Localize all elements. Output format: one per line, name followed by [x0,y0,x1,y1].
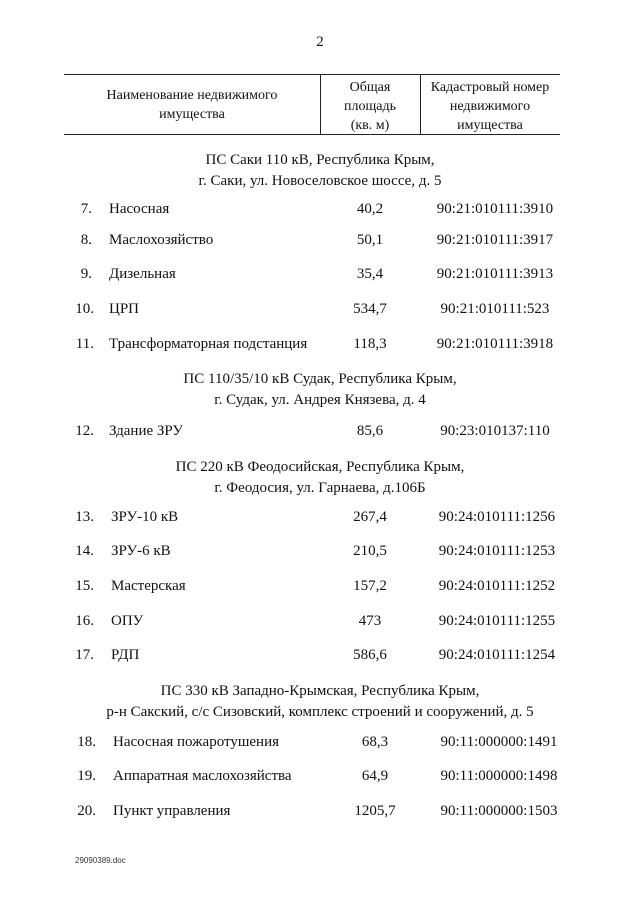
row-area: 118,3 [353,336,387,352]
row-area: 40,2 [356,201,384,217]
section-heading [80,681,560,723]
row-cadastral: 90:24:010111:1253 [438,543,556,559]
row-number: 13. [75,509,94,525]
row-name: РДП [111,647,140,663]
row-area: 157,2 [353,578,387,594]
row-area: 35,4 [356,266,384,282]
row-number: 18. [77,734,96,750]
table-row [0,336,640,356]
row-number: 10. [75,301,94,317]
row-cadastral: 90:21:010111:3913 [436,266,554,282]
header-name-line2: имущества [159,107,225,122]
row-name: Пункт управления [113,803,231,819]
row-number: 11. [75,336,94,352]
row-number: 20. [77,803,96,819]
section-heading-line1: ПС Саки 110 кВ, Республика Крым, [205,152,435,168]
row-area: 85,6 [356,423,384,439]
row-number: 16. [75,613,94,629]
table-row [0,301,640,321]
row-number: 8. [80,232,92,248]
row-name: Насосная пожаротушения [113,734,280,750]
row-name: Здание ЗРУ [109,423,183,439]
row-name: ЗРУ-6 кВ [111,543,171,559]
row-name: Насосная [109,201,170,217]
table-row [0,509,640,529]
row-area: 473 [358,613,382,629]
row-area: 68,3 [361,734,389,750]
header-area-line3: (кв. м) [350,118,390,133]
row-number: 19. [77,768,96,784]
row-cadastral: 90:11:000000:1503 [440,803,558,819]
row-area: 534,7 [353,301,387,317]
row-cadastral: 90:11:000000:1498 [440,768,558,784]
table-row [0,768,640,788]
header-cadastral-column [420,78,560,135]
row-area: 267,4 [353,509,387,525]
table-row [0,734,640,754]
row-cadastral: 90:21:010111:3918 [436,336,554,352]
row-number: 9. [80,266,92,282]
section-heading-line2: г. Судак, ул. Андрея Князева, д. 4 [214,392,426,408]
row-cadastral: 90:24:010111:1256 [438,509,556,525]
row-area: 1205,7 [354,803,396,819]
header-cadastral-line2: недвижимого [449,99,531,114]
section-heading [80,150,560,192]
row-area: 64,9 [361,768,389,784]
row-number: 7. [80,201,92,217]
section-heading-line2: г. Феодосия, ул. Гарнаева, д.106Б [214,480,426,496]
row-cadastral: 90:11:000000:1491 [440,734,558,750]
header-area-column [320,78,420,135]
row-area: 210,5 [353,543,387,559]
row-number: 15. [75,578,94,594]
table-row [0,613,640,633]
row-cadastral: 90:24:010111:1255 [438,613,556,629]
section-heading-line1: ПС 110/35/10 кВ Судак, Республика Крым, [183,371,457,387]
row-area: 586,6 [353,647,387,663]
header-cadastral-line1: Кадастровый номер [430,80,550,95]
table-row [0,201,640,221]
section-heading [80,457,560,499]
row-name: Дизельная [109,266,176,282]
header-area-line2: площадь [344,99,396,114]
section-heading [80,369,560,411]
table-row [0,647,640,667]
table-row [0,266,640,286]
row-name: Аппаратная маслохозяйства [113,768,292,784]
row-area: 50,1 [356,232,384,248]
table-row [0,578,640,598]
row-name: ЦРП [109,301,140,317]
section-heading-line1: ПС 330 кВ Западно-Крымская, Республика Крым, [160,683,480,699]
section-heading-line2: г. Саки, ул. Новоселовское шоссе, д. 5 [198,173,442,189]
row-number: 17. [75,647,94,663]
table-row [0,543,640,563]
header-area-line1: Общая [349,80,391,95]
row-cadastral: 90:23:010137:110 [440,423,550,439]
header-name-line1: Наименование недвижимого [106,88,278,103]
row-cadastral: 90:24:010111:1252 [438,578,556,594]
section-heading-line1: ПС 220 кВ Феодосийская, Республика Крым, [175,459,465,475]
row-name: Трансформаторная подстанция [109,336,308,352]
row-name: Маслохозяйство [109,232,214,248]
row-cadastral: 90:21:010111:523 [440,301,550,317]
row-name: Мастерская [111,578,186,594]
page-number: 2 [316,34,324,50]
row-number: 12. [75,423,94,439]
table-row [0,232,640,252]
section-heading-line2: р-н Сакский, с/с Сизовский, комплекс строений и сооружений, д. 5 [106,704,534,720]
row-cadastral: 90:24:010111:1254 [438,647,556,663]
row-cadastral: 90:21:010111:3917 [436,232,554,248]
row-number: 14. [75,543,94,559]
header-name-column [64,86,320,124]
table-row [0,803,640,823]
header-top-rule [64,74,560,75]
row-name: ЗРУ-10 кВ [111,509,179,525]
row-cadastral: 90:21:010111:3910 [436,201,554,217]
row-name: ОПУ [111,613,144,629]
table-row [0,423,640,443]
header-cadastral-line3: имущества [457,118,523,133]
footer-filename: 29090389.doc [75,856,126,865]
